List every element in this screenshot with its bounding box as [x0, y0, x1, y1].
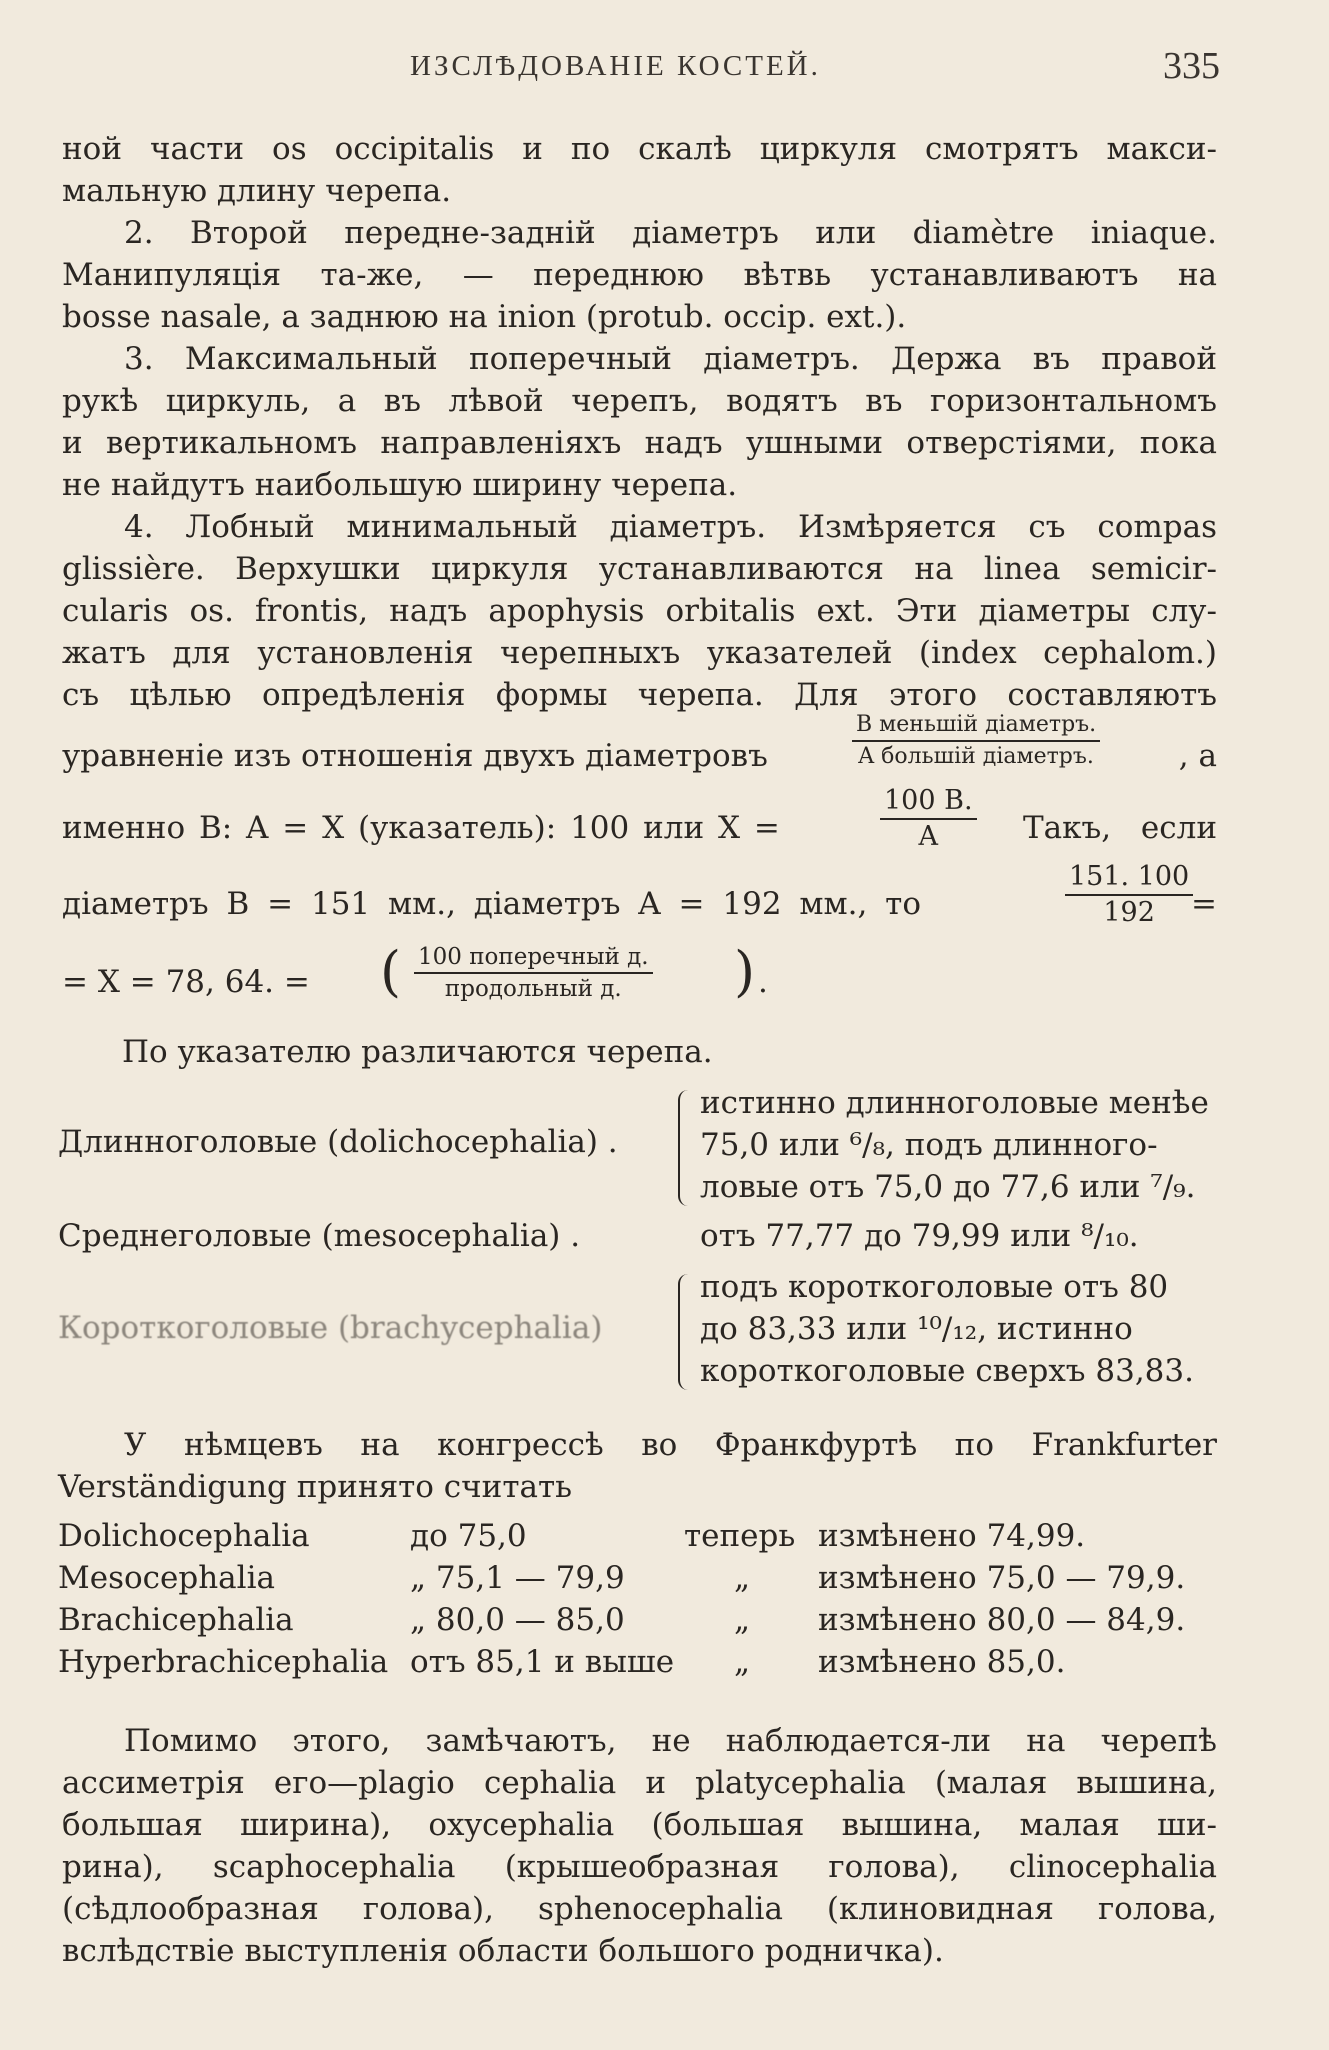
example-fraction [1065, 862, 1193, 928]
text-line: короткоголовые сверхъ 83,83. [700, 1353, 1194, 1389]
text-line: Verständigung принято считать [58, 1469, 572, 1505]
cranial-type: Hyperbrachicephalia [58, 1644, 389, 1680]
text-line: и вертикальномъ направленіяхъ надъ ушными отверстіями, пока [62, 425, 1217, 461]
classification-intro: По указателю различаются черепа. [122, 1034, 713, 1070]
table-row [58, 1644, 1228, 1686]
index-range: „ 80,0 — 85,0 [410, 1602, 625, 1638]
intro-paragraph [62, 128, 1217, 212]
formula-text: уравненіе изъ отношенія двухъ діаметровъ [62, 738, 768, 774]
text-line: ассиметрія его—plagio cephalia и platycephalia (малая вышина, [62, 1765, 1217, 1801]
text-line: подъ короткоголовые отъ 80 [700, 1269, 1169, 1305]
text-line: 4. Лобный минимальный діаметръ. Измѣряется съ compas [124, 509, 1217, 545]
text-line: 2. Второй передне-задній діаметръ или diamètre iniaque. [124, 215, 1217, 251]
index-fraction [880, 786, 977, 852]
formula-text: Такъ, если [1022, 810, 1217, 846]
formula-ratio-line [62, 712, 1217, 792]
index-range: отъ 85,1 и выше [410, 1644, 675, 1680]
brace [678, 1274, 694, 1390]
fraction-denominator: A [918, 821, 939, 852]
class-desc-brachy [700, 1266, 1194, 1392]
text-line: ловые отъ 75,0 до 77,6 или ⁷/₉. [700, 1169, 1196, 1205]
changed-range: измѣнено 85,0. [818, 1644, 1066, 1680]
index-definition-fraction [414, 944, 653, 1002]
page-header [60, 42, 1220, 92]
text-line: съ цѣлью опредѣленія формы черепа. Для этого составляютъ [62, 677, 1217, 713]
text-line: большая ширина), oxycephalia (большая вышина, малая ши- [62, 1807, 1217, 1843]
formula-index-line [62, 786, 1217, 866]
diameter-ratio-fraction [852, 712, 1100, 770]
cranial-type: Brachicephalia [58, 1602, 294, 1638]
text-line: не найдутъ наибольшую ширину черепа. [62, 467, 738, 503]
formula-text: , а [1178, 738, 1217, 774]
changed-range: измѣнено 75,0 — 79,9. [818, 1560, 1186, 1596]
text-line: рукѣ циркуль, а въ лѣвой черепъ, водятъ въ горизонтальномъ [62, 383, 1217, 419]
formula-example-line [62, 862, 1217, 942]
text-line: cularis os. frontis, надъ apophysis orbitalis ext. Эти діаметры слу- [62, 593, 1217, 629]
text-line: bosse nasale, а заднюю на inion (protub. occip. ext.). [62, 299, 907, 335]
item-2-paragraph [62, 212, 1217, 338]
text-line: glissière. Верхушки циркуля устанавливаются на linea semicir- [62, 551, 1217, 587]
right-paren: ) [734, 940, 756, 1003]
formula-text: = [1191, 886, 1217, 922]
index-range: до 75,0 [410, 1518, 527, 1554]
text-line: (сѣдлообразная голова), sphenocephalia (клиновидная голова, [62, 1891, 1217, 1927]
formula-text: . [758, 964, 768, 1000]
text-line: истинно длинноголовые менѣе [700, 1085, 1209, 1121]
text-line: Манипуляція та-же, — переднюю вѣтвь устанавливаютъ на [62, 257, 1217, 293]
frankfurt-paragraph [58, 1424, 1217, 1508]
fraction-numerator: 151. 100 [1065, 862, 1193, 896]
text-line: мальную длину черепа. [62, 173, 452, 209]
text-line: 75,0 или ⁶/₈, подъ длинного- [700, 1127, 1158, 1163]
left-paren: ( [380, 940, 402, 1003]
formula-result-line [62, 940, 1217, 1020]
text-line: Помимо этого, замѣчаютъ, не наблюдается-ли на черепѣ [124, 1723, 1217, 1759]
fraction-denominator: A большій діаметръ. [858, 744, 1094, 769]
fraction-numerator: B меньшій діаметръ. [852, 712, 1100, 742]
fraction-denominator: продольный д. [444, 976, 622, 1002]
formula-text: именно B: A = X (указатель): 100 или X = [62, 810, 780, 846]
fraction-denominator: 192 [1103, 897, 1155, 928]
ditto-mark: теперь [684, 1518, 796, 1554]
final-paragraph [62, 1720, 1217, 1972]
item-4-paragraph [62, 506, 1217, 716]
class-name-meso: Среднеголовые (mesocephalia) . [58, 1218, 581, 1254]
frankfurt-table [58, 1518, 1228, 1686]
class-name-dolicho: Длинноголовые (dolichocephalia) . [58, 1124, 618, 1160]
item-3-paragraph [62, 338, 1217, 506]
text-line: ной части os occipitalis и по скалѣ циркуля смотрятъ макси- [62, 131, 1217, 167]
ditto-mark: „ [734, 1644, 751, 1680]
class-name-brachy: Короткоголовые (brachycephalia) [58, 1310, 603, 1346]
class-desc-dolicho [700, 1082, 1209, 1208]
class-desc-meso: отъ 77,77 до 79,99 или ⁸/₁₀. [700, 1218, 1139, 1254]
running-head: ИЗСЛѢДОВАНІЕ КОСТЕЙ. [410, 50, 821, 82]
formula-text: = X = 78, 64. = [62, 964, 310, 1000]
brace [678, 1090, 694, 1206]
changed-range: измѣнено 80,0 — 84,9. [818, 1602, 1186, 1638]
cranial-type: Mesocephalia [58, 1560, 275, 1596]
index-range: „ 75,1 — 79,9 [410, 1560, 625, 1596]
table-row [58, 1602, 1228, 1644]
ditto-mark: „ [734, 1560, 751, 1596]
ditto-mark: „ [734, 1602, 751, 1638]
text-line: 3. Максимальный поперечный діаметръ. Держа въ правой [124, 341, 1217, 377]
formula-text: діаметръ B = 151 мм., діаметръ A = 192 мм., то [62, 886, 921, 922]
table-row [58, 1518, 1228, 1560]
text-line: У нѣмцевъ на конгрессѣ во Франкфуртѣ по Frankfurter [124, 1427, 1217, 1463]
text-line: вслѣдствіе выступленія области большого родничка). [62, 1933, 944, 1969]
table-row [58, 1560, 1228, 1602]
fraction-numerator: 100 поперечный д. [414, 944, 653, 974]
page-number: 335 [1163, 45, 1220, 87]
fraction-numerator: 100 B. [880, 786, 977, 820]
text-line: жатъ для установленія черепныхъ указателей (index cephalom.) [62, 635, 1217, 671]
text-line: рина), scaphocephalia (крышеобразная голова), clinocephalia [62, 1849, 1217, 1885]
changed-range: измѣнено 74,99. [818, 1518, 1086, 1554]
cranial-type: Dolichocephalia [58, 1518, 310, 1554]
text-line: до 83,33 или ¹⁰/₁₂, истинно [700, 1311, 1133, 1347]
